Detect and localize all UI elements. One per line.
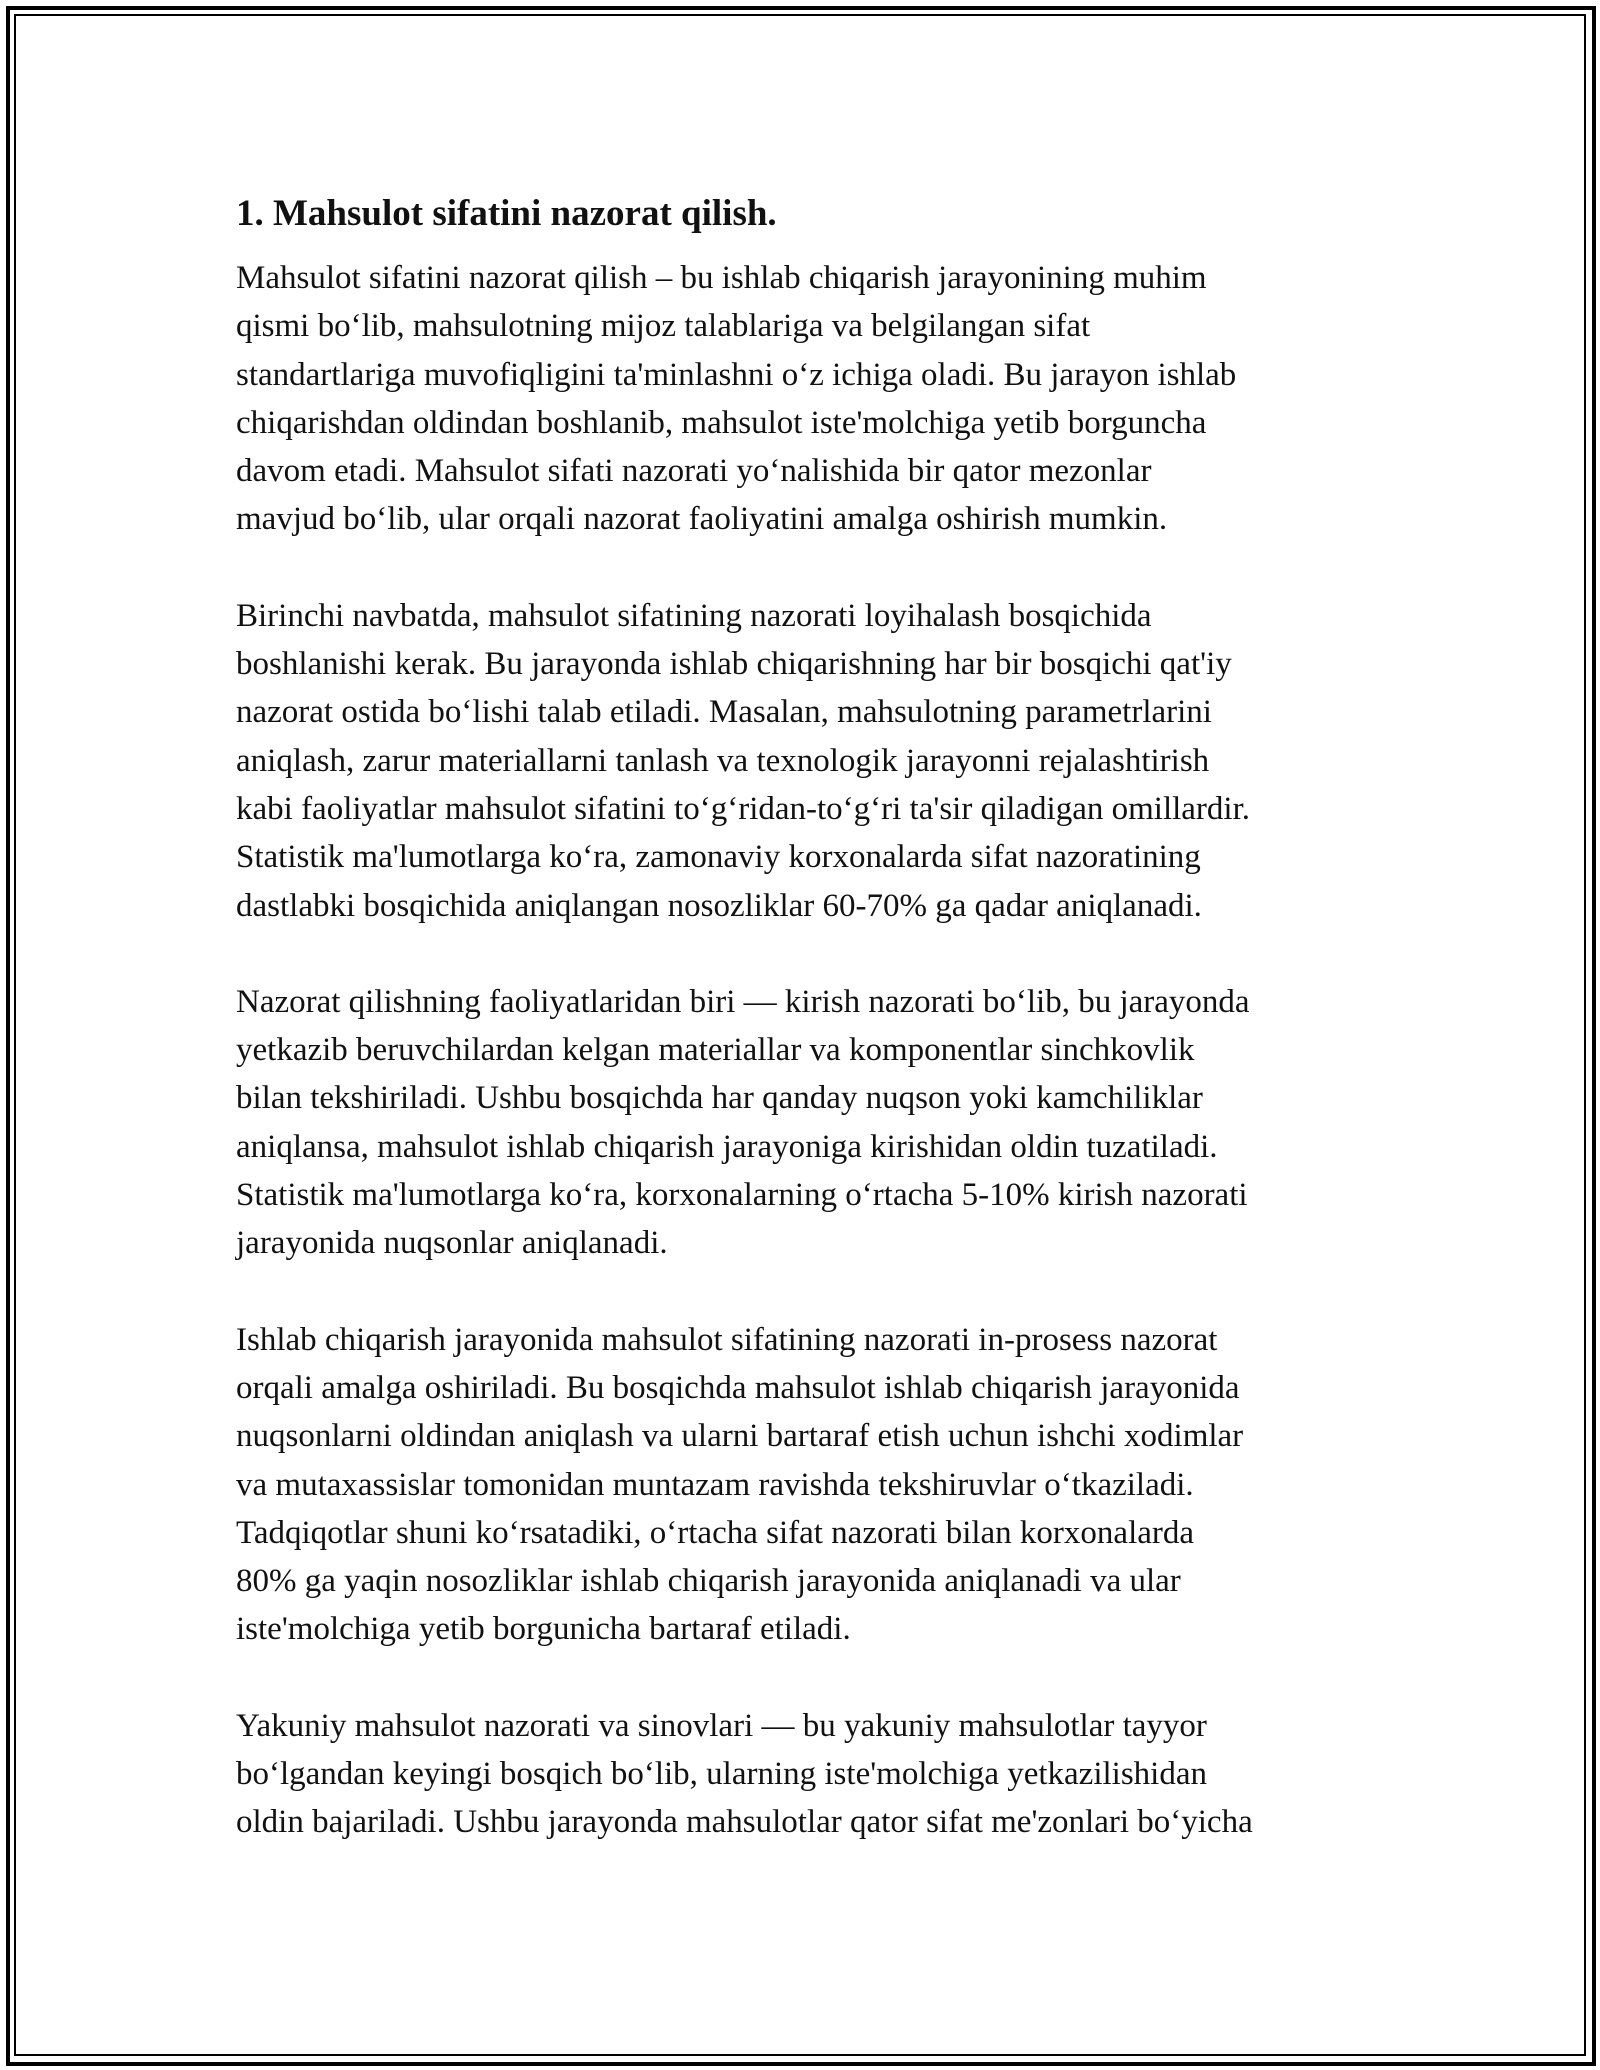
text-line: aniqlash, zarur materiallarni tanlash va texnologik jarayonni rejalashtirish (236, 742, 1210, 779)
text-line: chiqarishdan oldindan boshlanib, mahsulot iste'molchiga yetib borguncha (236, 404, 1207, 441)
paragraph-incoming-control (236, 978, 1370, 1268)
paragraph-design-stage (236, 592, 1370, 930)
paragraph-introduction (236, 254, 1370, 544)
section-heading: 1. Mahsulot sifatini nazorat qilish. (236, 193, 777, 234)
text-line: dastlabki bosqichida aniqlangan nosozliklar 60-70% ga qadar aniqlanadi. (236, 887, 1202, 924)
text-line: Mahsulot sifatini nazorat qilish – bu ishlab chiqarish jarayonining muhim (236, 260, 1207, 296)
text-line: mavjud bo‘lib, ular orqali nazorat faoliyatini amalga oshirish mumkin. (236, 501, 1168, 538)
text-line: nuqsonlarni oldindan aniqlash va ularni bartaraf etish uchun ishchi xodimlar (236, 1418, 1244, 1455)
text-line: bo‘lgandan keyingi bosqich bo‘lib, ularning iste'molchiga yetkazilishidan (236, 1756, 1207, 1793)
text-line: Statistik ma'lumotlarga ko‘ra, korxonalarning o‘rtacha 5-10% kirish nazorati (236, 1177, 1248, 1214)
text-line: aniqlansa, mahsulot ishlab chiqarish jarayoniga kirishidan oldin tuzatiladi. (236, 1128, 1218, 1165)
paragraph-in-process-control (236, 1316, 1370, 1654)
text-line: oldin bajariladi. Ushbu jarayonda mahsulotlar qator sifat me'zonlari bo‘yicha (236, 1804, 1253, 1841)
text-line: orqali amalga oshiriladi. Bu bosqichda mahsulot ishlab chiqarish jarayonida (236, 1369, 1240, 1406)
text-line: nazorat ostida bo‘lishi talab etiladi. Masalan, mahsulotning parametrlarini (236, 694, 1212, 731)
text-line: Ishlab chiqarish jarayonida mahsulot sifatining nazorati in-prosess nazorat (236, 1321, 1218, 1358)
text-line: Nazorat qilishning faoliyatlaridan biri — kirish nazorati bo‘lib, bu jarayonda (236, 983, 1250, 1020)
text-line: qismi bo‘lib, mahsulotning mijoz talablariga va belgilangan sifat (236, 308, 1091, 345)
text-line: jarayonida nuqsonlar aniqlanadi. (236, 1225, 668, 1262)
text-line: iste'molchiga yetib borgunicha bartaraf etiladi. (236, 1611, 851, 1648)
paragraph-final-inspection (236, 1702, 1370, 1847)
text-line: va mutaxassislar tomonidan muntazam ravishda tekshiruvlar o‘tkaziladi. (236, 1466, 1194, 1503)
text-line: Statistik ma'lumotlarga ko‘ra, zamonaviy korxonalarda sifat nazoratining (236, 839, 1201, 876)
text-line: bilan tekshiriladi. Ushbu bosqichda har qanday nuqson yoki kamchiliklar (236, 1080, 1203, 1117)
text-line: Yakuniy mahsulot nazorati va sinovlari — bu yakuniy mahsulotlar tayyor (236, 1707, 1207, 1744)
text-line: boshlanishi kerak. Bu jarayonda ishlab chiqarishning har bir bosqichi qat'iy (236, 646, 1232, 683)
text-line: Tadqiqotlar shuni ko‘rsatadiki, o‘rtacha sifat nazorati bilan korxonalarda (236, 1514, 1195, 1551)
text-line: standartlariga muvofiqligini ta'minlashni o‘z ichiga oladi. Bu jarayon ishlab (236, 356, 1237, 393)
text-line: davom etadi. Mahsulot sifati nazorati yo‘nalishida bir qator mezonlar (236, 453, 1152, 490)
text-line: yetkazib beruvchilardan kelgan materiallar va komponentlar sinchkovlik (236, 1032, 1195, 1069)
text-line: 80% ga yaqin nosozliklar ishlab chiqarish jarayonida aniqlanadi va ular (236, 1563, 1181, 1600)
text-line: kabi faoliyatlar mahsulot sifatini to‘g‘ridan-to‘g‘ri ta'sir qiladigan omillardir. (236, 790, 1251, 827)
document-body (236, 188, 1370, 1895)
text-line: Birinchi navbatda, mahsulot sifatining nazorati loyihalash bosqichida (236, 597, 1152, 634)
